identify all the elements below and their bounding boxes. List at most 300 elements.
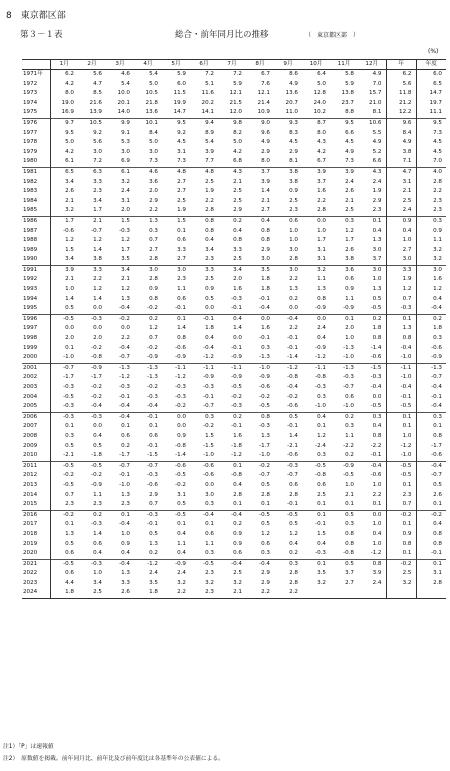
table-row	[22, 422, 446, 432]
value-cell: 2.5	[205, 276, 214, 283]
value-cell: 2.5	[233, 197, 242, 204]
value-cell: -0.5	[386, 471, 416, 481]
value-cell: 1.4	[93, 295, 102, 302]
value-cell: 8.2	[233, 129, 242, 136]
value-cell: 2.1	[65, 197, 74, 204]
value-cell: 0.1	[65, 423, 74, 430]
value-cell: 1.3	[358, 285, 386, 295]
value-cell: -1.1	[386, 363, 416, 373]
value-cell: 0.1	[106, 510, 134, 520]
value-cell: 1.1	[345, 432, 354, 439]
value-cell: 2.9	[261, 570, 270, 577]
value-cell: 1.6	[233, 286, 242, 293]
value-cell: 0.1	[386, 422, 416, 432]
value-cell: 10.1	[134, 118, 162, 128]
value-cell: 21.5	[229, 99, 242, 106]
value-cell: 4.4	[65, 579, 74, 586]
value-cell: 0.3	[205, 550, 214, 557]
value-cell: 0.5	[433, 481, 442, 488]
value-cell: -0.4	[358, 461, 386, 471]
value-cell: 2.9	[149, 491, 158, 498]
value-cell: 12.1	[229, 90, 242, 97]
value-cell: -1.0	[386, 353, 416, 363]
value-cell: 0.6	[93, 540, 102, 547]
year-cell: 2009	[22, 442, 50, 452]
table-row	[22, 383, 446, 393]
region-label: （ 東京都区部 ）	[305, 32, 360, 39]
year-cell: 1986	[22, 216, 50, 226]
value-cell	[358, 588, 386, 598]
value-cell: -0.2	[63, 472, 74, 479]
year-cell: 1998	[22, 334, 50, 344]
value-cell: 3.9	[302, 167, 330, 177]
value-cell: 6.4	[317, 71, 326, 77]
column-header: 3月	[106, 60, 134, 70]
value-cell: -2.2	[343, 442, 354, 449]
value-cell: 2.1	[345, 197, 354, 204]
value-cell: 4.3	[218, 167, 246, 177]
value-cell: 3.2	[317, 579, 326, 586]
value-cell: 0.0	[358, 393, 386, 403]
value-cell: 8.1	[289, 158, 298, 165]
value-cell: 0.9	[433, 227, 442, 234]
value-cell: 2.5	[233, 256, 242, 263]
value-cell: 0.3	[261, 344, 270, 351]
value-cell: 1.2	[93, 286, 102, 293]
value-cell: 21.8	[145, 99, 158, 106]
value-cell: -1.0	[386, 373, 416, 383]
value-cell: 5.9	[233, 80, 242, 87]
table-row	[22, 197, 446, 207]
value-cell: -0.1	[287, 335, 298, 342]
value-cell: 2.5	[233, 570, 242, 577]
value-cell: 19.9	[173, 99, 186, 106]
value-cell: -0.5	[386, 402, 416, 412]
value-cell: 10.9	[257, 109, 270, 116]
value-cell: -2.2	[358, 442, 386, 452]
value-cell: 4.5	[177, 139, 186, 146]
year-cell: 2006	[22, 412, 50, 422]
value-cell: 6.9	[121, 158, 130, 165]
value-cell: 0.0	[302, 216, 330, 226]
table-row	[22, 148, 446, 158]
value-cell: 4.9	[261, 139, 270, 146]
value-cell: 0.9	[205, 286, 214, 293]
value-cell: 16.9	[61, 109, 74, 116]
value-cell: -0.7	[343, 384, 354, 390]
value-cell	[386, 588, 416, 598]
value-cell: 7.0	[358, 80, 386, 90]
value-cell: 3.5	[317, 570, 326, 577]
value-cell: -0.3	[63, 403, 74, 410]
value-cell: -0.6	[431, 452, 442, 459]
value-cell: 0.0	[358, 510, 386, 520]
value-cell: 1.0	[93, 570, 102, 577]
value-cell: 3.2	[433, 246, 442, 253]
value-cell: -0.9	[147, 354, 158, 361]
value-cell: -0.6	[147, 481, 158, 488]
value-cell: 0.4	[233, 227, 242, 234]
value-cell: -1.4	[287, 354, 298, 361]
value-cell: -0.1	[287, 344, 298, 351]
value-cell: -0.9	[91, 481, 102, 488]
table-row	[22, 569, 446, 579]
value-cell: 2.2	[149, 207, 158, 214]
note-2: 注2） 原数値を掲載。前年同月比、前年比及び前年度比は各基準年の公表値による。	[3, 756, 225, 762]
value-cell: -0.5	[259, 403, 270, 410]
value-cell: 0.0	[205, 305, 214, 312]
value-cell: 2.5	[386, 569, 416, 579]
value-cell: -0.5	[50, 314, 78, 324]
value-cell: 6.5	[50, 167, 78, 177]
value-cell: -0.6	[287, 403, 298, 410]
value-cell: 9.9	[106, 118, 134, 128]
value-cell: 1.4	[65, 295, 74, 302]
value-cell: 3.9	[330, 167, 358, 177]
value-cell: 1.6	[433, 276, 442, 283]
value-cell: -0.3	[358, 373, 386, 383]
value-cell: 6.2	[386, 70, 416, 80]
value-cell: -0.4	[218, 559, 246, 569]
value-cell: 0.2	[233, 521, 242, 528]
year-cell: 2001	[22, 363, 50, 373]
year-cell: 1999	[22, 344, 50, 354]
value-cell: -0.4	[259, 305, 270, 312]
value-cell: 0.3	[149, 227, 158, 234]
value-cell: 0.7	[149, 501, 158, 508]
value-cell: 5.1	[205, 80, 214, 87]
value-cell: 24.0	[313, 99, 326, 106]
value-cell: 2.8	[289, 570, 298, 577]
value-cell: 2.9	[289, 148, 298, 155]
value-cell: 0.2	[218, 216, 246, 226]
value-cell: 1.7	[50, 216, 78, 226]
value-cell: 0.0	[246, 314, 274, 324]
value-cell: 0.0	[205, 481, 214, 488]
value-cell: -0.4	[386, 383, 416, 393]
value-cell: 9.7	[50, 118, 78, 128]
value-cell: 0.1	[218, 461, 246, 471]
value-cell: 12.8	[313, 90, 326, 97]
value-cell: 5.9	[177, 71, 186, 77]
value-cell: 8.5	[93, 90, 102, 97]
value-cell: 4.7	[93, 80, 102, 87]
value-cell: -0.3	[203, 384, 214, 390]
value-cell: 2.4	[177, 570, 186, 577]
year-cell: 1996	[22, 314, 50, 324]
value-cell: 7.3	[177, 158, 186, 165]
value-cell: 0.8	[358, 334, 386, 344]
value-cell: 2.8	[433, 178, 442, 185]
value-cell: 6.2	[65, 71, 74, 77]
value-cell: -1.3	[416, 363, 446, 373]
value-cell: 9.2	[93, 129, 102, 136]
value-cell: 6.6	[358, 157, 386, 167]
value-cell: 0.4	[433, 295, 442, 302]
value-cell: -0.2	[259, 393, 270, 400]
value-cell: 2.9	[261, 246, 270, 253]
value-cell: 3.6	[149, 178, 158, 185]
value-cell: 11.8	[386, 89, 416, 99]
table-row	[22, 353, 446, 363]
value-cell: -0.2	[147, 344, 158, 351]
value-cell: 9.0	[246, 118, 274, 128]
value-cell: -0.9	[330, 461, 358, 471]
value-cell: 6.5	[433, 80, 442, 87]
value-cell: 2.2	[121, 335, 130, 342]
value-cell: 0.4	[246, 216, 274, 226]
year-cell: 2000	[22, 353, 50, 363]
value-cell: 3.3	[386, 265, 416, 275]
table-row	[22, 481, 446, 491]
value-cell: 2.8	[205, 207, 214, 214]
value-cell: 0.6	[261, 540, 270, 547]
value-cell: -0.7	[203, 403, 214, 410]
value-cell: 1.0	[386, 432, 416, 442]
value-cell: 2.8	[317, 207, 326, 214]
value-cell: 3.2	[205, 579, 214, 586]
value-cell: -0.8	[315, 472, 326, 479]
value-cell: 5.4	[121, 80, 130, 87]
value-cell: 2.3	[190, 588, 218, 598]
value-cell: -0.7	[50, 363, 78, 373]
value-cell: 3.0	[289, 246, 298, 253]
value-cell: 1.5	[205, 432, 214, 439]
value-cell: 1.1	[205, 540, 214, 547]
value-cell: 3.4	[65, 178, 74, 185]
value-cell: 20.7	[285, 99, 298, 106]
value-cell: 13.6	[145, 109, 158, 116]
value-cell: 0.9	[233, 540, 242, 547]
value-cell: -0.3	[315, 384, 326, 390]
value-cell: -0.5	[246, 510, 274, 520]
value-cell: -0.1	[231, 344, 242, 351]
value-cell: 2.1	[78, 216, 106, 226]
year-cell: 2003	[22, 383, 50, 393]
value-cell: 0.5	[358, 295, 386, 305]
value-cell: 0.4	[302, 412, 330, 422]
value-cell: 8.4	[386, 129, 416, 139]
value-cell: 0.1	[177, 521, 186, 528]
value-cell: -0.5	[190, 559, 218, 569]
value-cell: -0.9	[343, 305, 354, 312]
year-cell: 2007	[22, 422, 50, 432]
value-cell: 14.0	[117, 109, 130, 116]
value-cell: 0.1	[358, 216, 386, 226]
value-cell: 4.5	[289, 139, 298, 146]
column-header: 7月	[218, 60, 246, 70]
value-cell: 4.9	[345, 148, 354, 155]
year-cell: 2017	[22, 520, 50, 530]
value-cell: -0.9	[315, 305, 326, 312]
value-cell: -1.3	[147, 374, 158, 381]
value-cell: 4.2	[65, 148, 74, 155]
value-cell: 0.0	[93, 423, 102, 430]
value-cell: -0.2	[287, 393, 298, 400]
value-cell: 0.5	[261, 521, 270, 528]
value-cell: -0.3	[147, 472, 158, 479]
value-cell: 2.2	[205, 197, 214, 204]
value-cell: 0.3	[358, 412, 386, 422]
value-cell: -2.1	[287, 442, 298, 449]
value-cell	[416, 588, 446, 598]
year-cell: 1997	[22, 324, 50, 334]
value-cell: -0.1	[287, 501, 298, 508]
value-cell: -0.9	[203, 374, 214, 381]
value-cell: 0.4	[317, 540, 326, 547]
value-cell: -0.2	[106, 314, 134, 324]
value-cell: 5.9	[345, 80, 354, 87]
year-cell: 1989	[22, 246, 50, 256]
value-cell: 3.3	[190, 265, 218, 275]
value-cell: 8.1	[358, 108, 386, 118]
value-cell: 14.7	[173, 109, 186, 116]
value-cell: 3.0	[386, 255, 416, 265]
value-cell: 0.8	[177, 335, 186, 342]
value-cell: 2.9	[233, 207, 242, 214]
value-cell: 1.8	[205, 325, 214, 332]
value-cell: -1.2	[386, 442, 416, 452]
value-cell: 9.6	[386, 118, 416, 128]
value-cell: 3.0	[416, 265, 446, 275]
value-cell: 4.2	[65, 80, 74, 87]
value-cell: 1.3	[121, 491, 130, 498]
value-cell: 2.2	[289, 325, 298, 332]
value-cell: 0.3	[416, 412, 446, 422]
value-cell: 0.3	[274, 559, 302, 569]
table-row	[22, 227, 446, 237]
year-cell: 1971年	[22, 70, 50, 80]
value-cell: 3.9	[261, 178, 270, 185]
value-cell: -0.1	[147, 442, 158, 449]
table-title: 総合・前年同月比の推移	[175, 30, 269, 40]
value-cell: 3.3	[177, 246, 186, 253]
value-cell: 1.0	[65, 286, 74, 293]
value-cell: 13.8	[341, 90, 354, 97]
value-cell: 1.2	[121, 286, 130, 293]
value-cell: -0.4	[190, 510, 218, 520]
value-cell: 0.5	[65, 442, 74, 449]
value-cell: 0.3	[317, 452, 326, 459]
value-cell: -1.4	[175, 452, 186, 459]
value-cell: 1.8	[358, 324, 386, 334]
value-cell: 2.9	[149, 197, 158, 204]
value-cell: 4.9	[386, 138, 416, 148]
year-cell: 1985	[22, 206, 50, 216]
value-cell: 0.5	[274, 412, 302, 422]
value-cell: 1.0	[289, 237, 298, 244]
value-cell: 3.1	[317, 246, 326, 253]
value-cell: -0.5	[162, 510, 190, 520]
value-cell: -0.9	[231, 374, 242, 381]
value-cell: 21.2	[386, 99, 416, 109]
value-cell: 2.0	[93, 335, 102, 342]
value-cell: -0.4	[91, 403, 102, 410]
value-cell: 2.3	[205, 570, 214, 577]
value-cell: 0.6	[205, 530, 214, 537]
column-header: 年	[386, 60, 416, 70]
value-cell: 2.2	[433, 188, 442, 195]
value-cell: 2.4	[149, 570, 158, 577]
value-cell: 6.7	[317, 158, 326, 165]
value-cell: 20.2	[201, 99, 214, 106]
year-cell: 1982	[22, 178, 50, 188]
value-cell: -0.2	[91, 393, 102, 400]
value-cell: 3.0	[149, 148, 158, 155]
value-cell: 1.5	[162, 216, 190, 226]
value-cell: -0.2	[416, 510, 446, 520]
table-row	[22, 510, 446, 520]
value-cell: 1.8	[261, 286, 270, 293]
value-cell: -1.0	[386, 451, 416, 461]
value-cell: 2.2	[274, 588, 302, 598]
value-cell: -0.4	[358, 383, 386, 393]
value-cell: -0.6	[63, 227, 74, 234]
value-cell: 3.0	[358, 246, 386, 256]
table-id: 第３－１表	[20, 30, 63, 40]
value-cell: 1.6	[233, 432, 242, 439]
value-cell: 0.4	[218, 314, 246, 324]
column-header: 1月	[50, 60, 78, 70]
value-cell: 1.4	[261, 188, 270, 195]
value-cell: 2.7	[149, 246, 158, 253]
value-cell: 0.4	[233, 481, 242, 488]
value-cell: 0.3	[317, 393, 326, 400]
value-cell: 0.8	[190, 216, 218, 226]
value-cell: 2.0	[149, 188, 158, 195]
value-cell: 8.0	[261, 158, 270, 165]
value-cell: -1.2	[274, 363, 302, 373]
value-cell: 0.6	[149, 432, 158, 439]
value-cell: 0.9	[121, 540, 130, 547]
value-cell: 8.9	[205, 129, 214, 136]
value-cell: 12.2	[386, 108, 416, 118]
value-cell: -0.4	[386, 344, 416, 354]
value-cell: -0.7	[106, 461, 134, 471]
value-cell: 0.0	[65, 325, 74, 332]
year-cell: 2020	[22, 549, 50, 559]
value-cell: 9.5	[330, 118, 358, 128]
value-cell: 4.6	[121, 71, 130, 77]
value-cell: -0.1	[259, 335, 270, 342]
value-cell: 1.3	[134, 216, 162, 226]
value-cell: 3.4	[218, 265, 246, 275]
value-cell: 6.8	[233, 158, 242, 165]
value-cell: 3.9	[205, 148, 214, 155]
table-row	[22, 178, 446, 188]
value-cell: 5.6	[386, 80, 416, 90]
year-cell: 2014	[22, 491, 50, 501]
value-cell: 3.1	[177, 148, 186, 155]
value-cell: 6.6	[345, 129, 354, 136]
value-cell: 1.1	[345, 295, 354, 302]
value-cell: -0.9	[162, 559, 190, 569]
value-cell: -0.7	[91, 227, 102, 234]
value-cell: 9.3	[274, 118, 302, 128]
value-cell: 2.9	[261, 579, 270, 586]
value-cell: -0.5	[78, 461, 106, 471]
value-cell: 2.8	[289, 579, 298, 586]
value-cell: 1.0	[317, 227, 326, 234]
value-cell: 3.2	[386, 579, 416, 589]
year-cell: 1992	[22, 275, 50, 285]
value-cell: 0.5	[149, 530, 158, 537]
value-cell: 1.8	[134, 588, 162, 598]
value-cell: -1.1	[218, 363, 246, 373]
value-cell: -0.4	[119, 305, 130, 312]
value-cell: 4.2	[233, 148, 242, 155]
column-header: 4月	[134, 60, 162, 70]
